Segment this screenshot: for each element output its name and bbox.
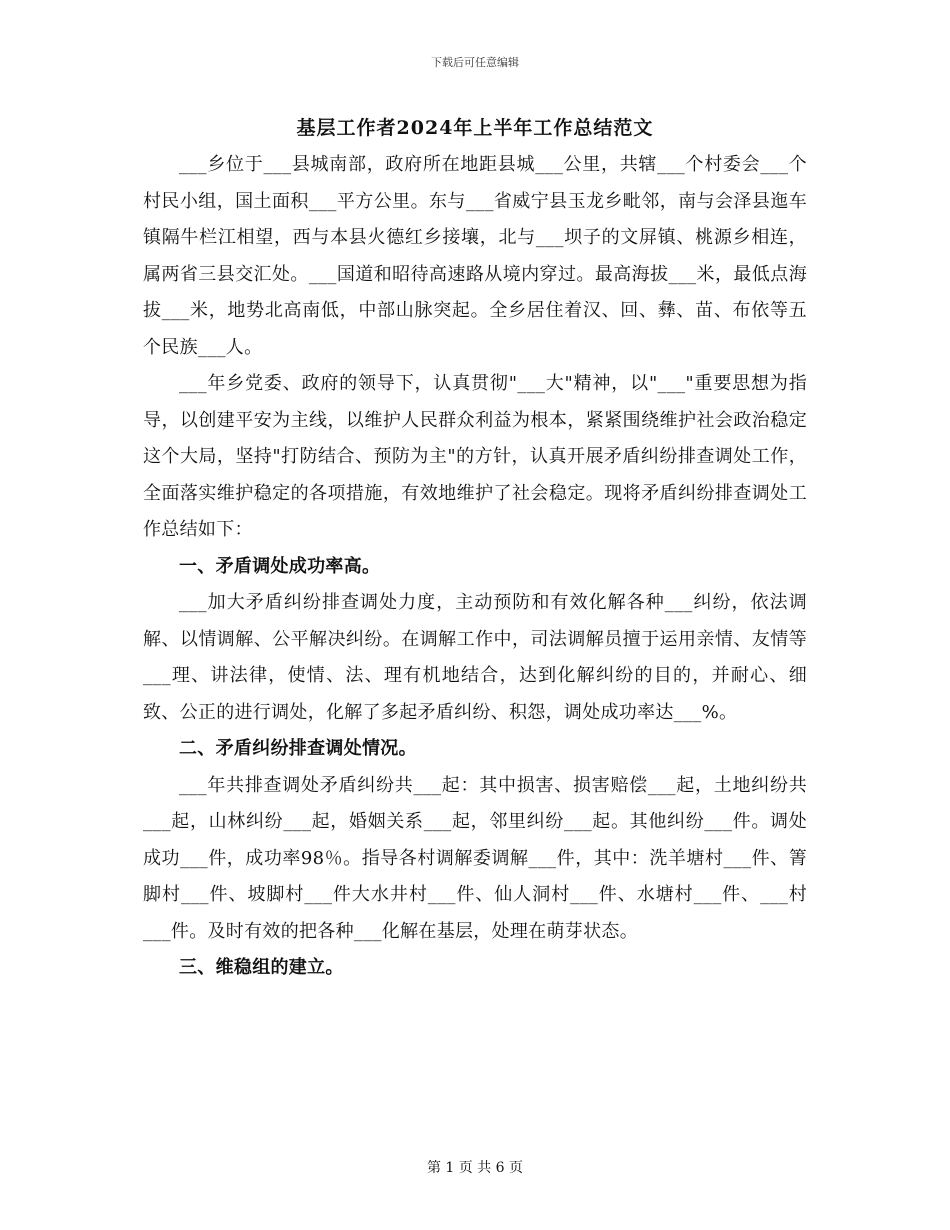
page-number: 第 1 页 共 6 页 — [426, 1160, 524, 1176]
section-1-paragraph: ___加大矛盾纠纷排查调处力度，主动预防和有效化解各种___纠纷，依法调解、以情调解、公平解决纠纷。在调解工作中，司法调解员擅于运用亲情、友情等___理、讲法律，使情、法、理有机地结合，达到化解纠纷的目的，并耐心、细致、公正的进行调处，化解了多起矛盾纠纷、积怨，调处成功率达___%。 — [143, 592, 807, 723]
section-2-heading: 二、矛盾纠纷排查调处情况。 — [179, 738, 417, 759]
section-2-paragraph: ___年共排查调处矛盾纠纷共___起：其中损害、损害赔偿___起，土地纠纷共___起，山林纠纷___起，婚姻关系___起，邻里纠纷___起。其他纠纷___件。调处成功___件，成功率98％。指导各村调解委调解___件，其中：洗羊塘村___件、箐脚村___件、坡脚村___件大水井村___件、仙人洞村___件、水塘村___件、___村___件。及时有效的把各种___化解在基层，处理在萌芽状态。 — [143, 774, 807, 942]
intro-paragraph-1: ___乡位于___县城南部，政府所在地距县城___公里，共辖___个村委会___个村民小组，国土面积___平方公里。东与___省威宁县玉龙乡毗邻，南与会泽县迤车镇隔牛栏江相望，西与本县火德红乡接壤，北与___坝子的文屏镇、桃源乡相连，属两省三县交汇处。___国道和昭待高速路从境内穿过。最高海拔___米，最低点海拔___米，地势北高南低，中部山脉突起。全乡居住着汉、回、彝、苗、布依等五个民族___人。 — [143, 154, 807, 358]
page-title: 基层工作者2024年上半年工作总结范文 — [296, 117, 654, 139]
header-note: 下载后可任意编辑 — [431, 56, 519, 69]
section-1-heading: 一、矛盾调处成功率高。 — [179, 555, 381, 577]
section-3-heading: 三、维稳组的建立。 — [179, 957, 344, 978]
intro-paragraph-2: ___年乡党委、政府的领导下，认真贯彻"___大"精神，以"___"重要思想为指导，以创建平安为主线，以维护人民群众利益为根本，紧紧围绕维护社会政治稳定这个大局，坚持"打防结合、预防为主"的方针，认真开展矛盾纠纷排查调处工作，全面落实维护稳定的各项措施，有效地维护了社会稳定。现将矛盾纠纷排查调处工作总结如下： — [143, 373, 807, 540]
document-body — [143, 147, 807, 987]
